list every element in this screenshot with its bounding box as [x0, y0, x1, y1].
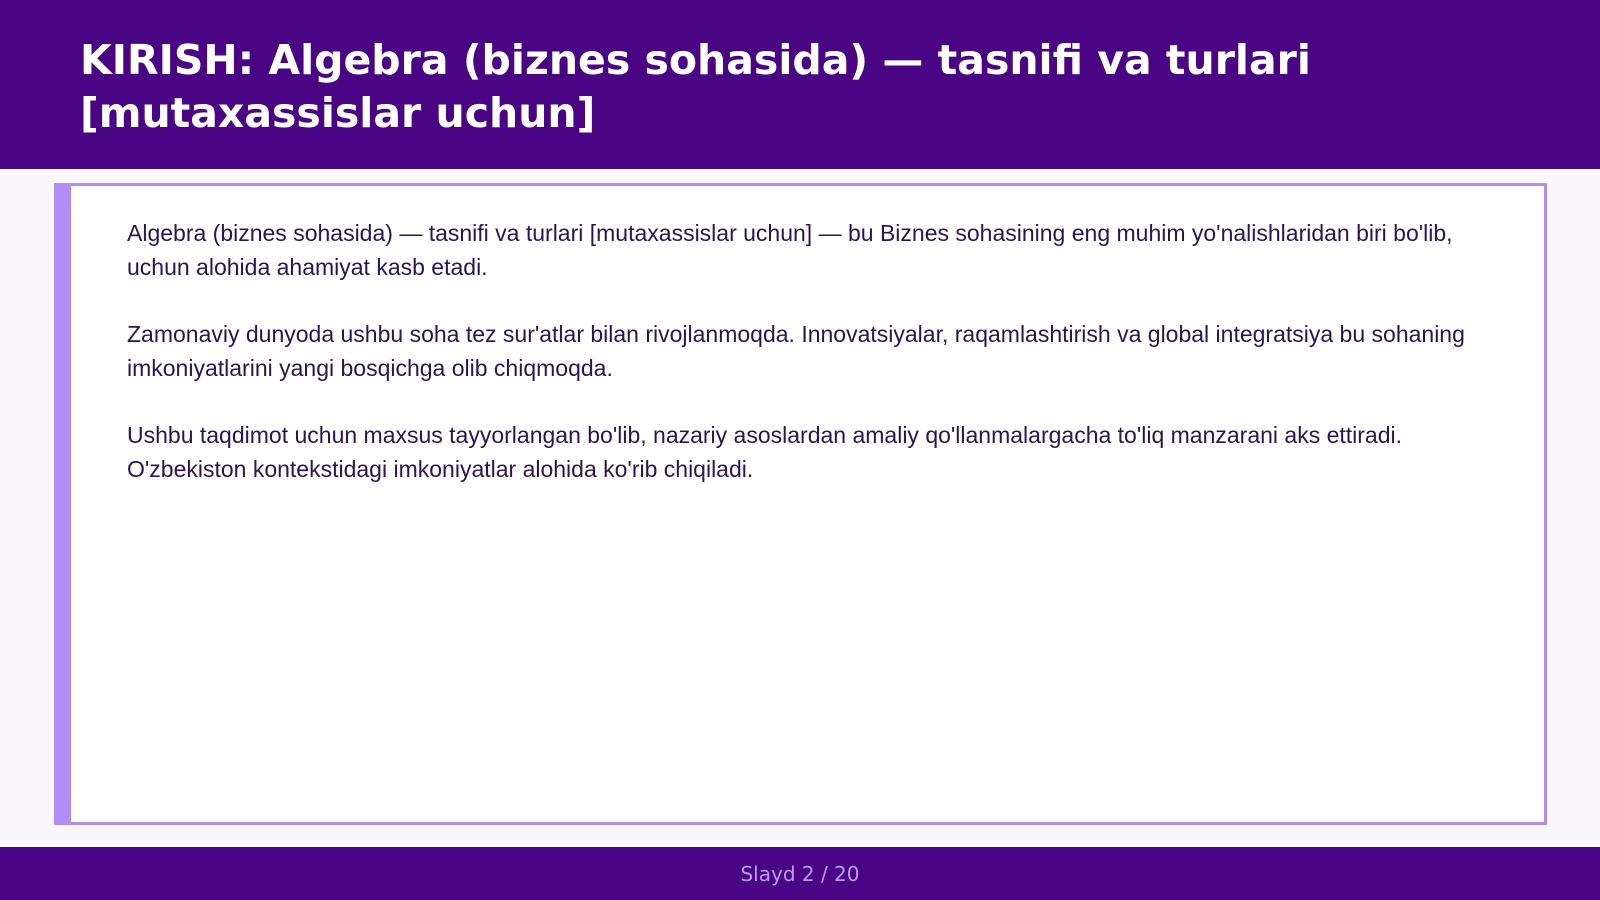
slide-footer — [0, 847, 1600, 900]
paragraph-presentation: Ushbu taqdimot uchun maxsus tayyorlangan bo'lib, nazariy asoslardan amaliy qo'llanmalargacha to'liq manzarani aks ettiradi. O'zbekiston kontekstidagi imkoniyatlar alohida ko'rib chiqiladi. — [127, 422, 1403, 482]
paragraph-modern-world: Zamonaviy dunyoda ushbu soha tez sur'atlar bilan rivojlanmoqda. Innovatsiyalar, raqamlashtirish va global integratsiya bu sohaning imkoniyatlarini yangi bosqichga olib chiqmoqda. — [127, 321, 1465, 381]
content-card — [54, 183, 1547, 825]
slide-header — [0, 0, 1600, 169]
slide-counter: Slayd 2 / 20 — [740, 861, 860, 886]
paragraph-intro: Algebra (biznes sohasida) — tasnifi va turlari [mutaxassislar uchun] — bu Biznes sohasining eng muhim yo'nalishlaridan biri bo'lib, uchun alohida ahamiyat kasb etadi. — [127, 220, 1453, 280]
slide-title: KIRISH: Algebra (biznes sohasida) — tasnifi va turlari [mutaxassislar uchun] — [80, 36, 1311, 137]
content-body — [127, 216, 1504, 519]
